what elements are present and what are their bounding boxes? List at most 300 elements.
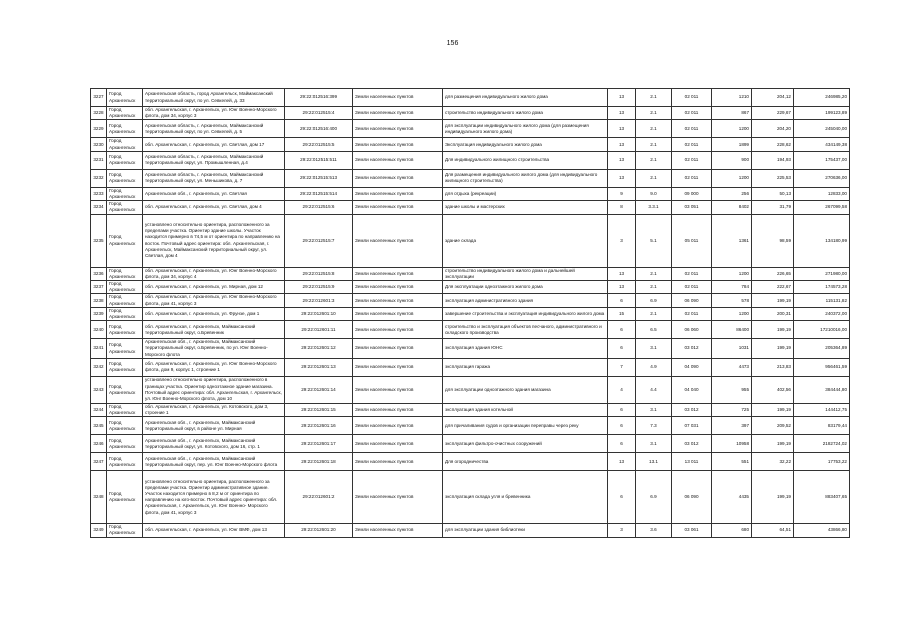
row-code: 13 — [608, 267, 636, 280]
row-group: 5.1 — [636, 214, 672, 267]
row-cadastral-number: 29:22:012601:17 — [285, 435, 353, 453]
row-group: 2.1 — [636, 151, 672, 169]
row-id: 3245 — [91, 417, 107, 435]
row-address: обл. Архангельская, г. Архангельск, ул. Светлая, дом 17 — [143, 138, 285, 151]
row-permitted-use: для эксплуатации одноэтажного здания магазина — [443, 376, 608, 403]
row-permitted-use: эксплуатация здания котельной — [443, 403, 608, 416]
row-code: 8 — [608, 201, 636, 214]
row-id: 3240 — [91, 321, 107, 339]
row-permitted-use: для причаливания судов и организации переправы через реку — [443, 417, 608, 435]
table-row — [91, 294, 850, 307]
row-land-category: Земли населенных пунктов — [353, 187, 443, 200]
row-cadastral-value: 240372,00 — [794, 307, 850, 320]
row-area: 4473 — [712, 358, 752, 376]
row-cadastral-value: 270636,00 — [794, 169, 850, 187]
row-id: 3239 — [91, 307, 107, 320]
row-code: 13 — [608, 120, 636, 138]
row-rate: 199,19 — [752, 321, 794, 339]
row-rate: 225,53 — [752, 169, 794, 187]
row-cadastral-number: 29:22:012515:7 — [285, 214, 353, 267]
row-land-category: Земли населенных пунктов — [353, 339, 443, 359]
table-row — [91, 169, 850, 187]
table-row — [91, 471, 850, 524]
row-land-category: Земли населенных пунктов — [353, 169, 443, 187]
row-cadastral-number: 29:22:012515:8 — [285, 267, 353, 280]
row-land-category: Земли населенных пунктов — [353, 120, 443, 138]
row-id: 3230 — [91, 138, 107, 151]
table-row — [91, 435, 850, 453]
row-cadastral-number: 29:22:012601:2 — [285, 471, 353, 524]
row-id: 3232 — [91, 169, 107, 187]
row-id: 3242 — [91, 358, 107, 376]
row-permitted-use: для размещения индивидуального жилого дома — [443, 89, 608, 107]
row-code: 4 — [608, 376, 636, 403]
row-address: Архангельская область, г. Архангельск, Маймаксанский территориальный округ, по ул. Севкелей, д. 5 — [143, 120, 285, 138]
row-rate: 199,19 — [752, 435, 794, 453]
row-area: 578 — [712, 294, 752, 307]
row-code: 13 — [608, 453, 636, 471]
row-cadastral-number: 29:22:012515:5 — [285, 138, 353, 151]
row-id: 3237 — [91, 281, 107, 294]
row-kind: 02 011 — [672, 169, 712, 187]
row-area: 1031 — [712, 339, 752, 359]
row-area: 4435 — [712, 471, 752, 524]
row-cadastral-number: 29:22:012601:16 — [285, 417, 353, 435]
row-id: 3227 — [91, 89, 107, 107]
row-cadastral-number: 29:22:012601:10 — [285, 307, 353, 320]
row-group: 3.1 — [636, 403, 672, 416]
row-land-category: Земли населенных пунктов — [353, 89, 443, 107]
row-kind: 02 011 — [672, 267, 712, 280]
row-city: Город Архангельск — [107, 307, 143, 320]
row-cadastral-number: 29:22:012601:18 — [285, 453, 353, 471]
row-permitted-use: эксплуатация склада угля и бревенника — [443, 471, 608, 524]
row-city: Город Архангельск — [107, 89, 143, 107]
table-row — [91, 321, 850, 339]
row-code: 6 — [608, 403, 636, 416]
row-cadastral-value: 246985,20 — [794, 89, 850, 107]
row-group: 6.5 — [636, 321, 672, 339]
row-id: 3229 — [91, 120, 107, 138]
row-area: 955 — [712, 376, 752, 403]
table-row — [91, 524, 850, 537]
row-kind: 02 011 — [672, 120, 712, 138]
row-city: Город Архангельск — [107, 107, 143, 120]
row-cadastral-number: 29:22:012601:11 — [285, 321, 353, 339]
row-kind: 02 011 — [672, 281, 712, 294]
row-id: 3233 — [91, 187, 107, 200]
row-permitted-use: эксплуатация гаража — [443, 358, 608, 376]
row-city: Город Архангельск — [107, 214, 143, 267]
row-cadastral-value: 2182724,02 — [794, 435, 850, 453]
row-group: 2.1 — [636, 169, 672, 187]
table-row — [91, 151, 850, 169]
row-kind: 02 011 — [672, 151, 712, 169]
row-land-category: Земли населенных пунктов — [353, 321, 443, 339]
row-id: 3235 — [91, 214, 107, 267]
table-row — [91, 403, 850, 416]
row-cadastral-number: 29:22:012601:15 — [285, 403, 353, 416]
row-address: Архангельская обл., г. Архангельск, ул. Светлая — [143, 187, 285, 200]
row-area: 397 — [712, 417, 752, 435]
row-address: обл. Архангельская, г. Архангельск, ул. Юнг Военно-Морского флота, дом 34, корпус 4 — [143, 267, 285, 280]
row-kind: 06 090 — [672, 471, 712, 524]
row-area: 1200 — [712, 267, 752, 280]
row-kind: 13 011 — [672, 453, 712, 471]
row-permitted-use: эксплуатация фильтро-очистных сооружений — [443, 435, 608, 453]
row-city: Город Архангельск — [107, 358, 143, 376]
row-permitted-use: для эксплуатации здания библиотеки — [443, 524, 608, 537]
row-area: 1361 — [712, 214, 752, 267]
row-cadastral-number: 29:22:012515:513 — [285, 169, 353, 187]
row-rate: 229,67 — [752, 107, 794, 120]
row-address: Архангельская область, г. Архангельск, Маймаксанский территориальный округ, ул. Промышленная, д.4 — [143, 151, 285, 169]
row-id: 3248 — [91, 471, 107, 524]
row-city: Город Архангельск — [107, 403, 143, 416]
row-rate: 204,20 — [752, 120, 794, 138]
row-area: 551 — [712, 453, 752, 471]
land-register-table — [90, 88, 850, 538]
row-city: Город Архангельск — [107, 201, 143, 214]
row-cadastral-number: 29:22:012516:399 — [285, 89, 353, 107]
row-area: 86400 — [712, 321, 752, 339]
row-code: 6 — [608, 417, 636, 435]
row-city: Город Архангельск — [107, 321, 143, 339]
row-group: 2.1 — [636, 138, 672, 151]
row-city: Город Архангельск — [107, 435, 143, 453]
row-group: 3.1 — [636, 339, 672, 359]
row-address: обл. Архангельская, г. Архангельск, ул. Светлая, дом 4 — [143, 201, 285, 214]
row-area: 1210 — [712, 89, 752, 107]
row-code: 13 — [608, 281, 636, 294]
row-permitted-use: здание школы и мастерских — [443, 201, 608, 214]
row-address: обл. Архангельская, г. Архангельск, ул. Фрунзе, дом 1 — [143, 307, 285, 320]
row-address: установлено относительно ориентира, расположенного за пределами участка. Ориентир административное здание. Участок находится примерно в 8,2 м от ориентира по направлению на юго-восток. Почтовый адрес ориентира: обл. Архангельская, г. Архангельск, ул. Юнг Военно- Морского флота, дом 41, корпус 3 — [143, 471, 285, 524]
row-rate: 199,19 — [752, 403, 794, 416]
row-group: 6.9 — [636, 471, 672, 524]
row-group: 3.3.1 — [636, 201, 672, 214]
table-row — [91, 107, 850, 120]
table-row — [91, 358, 850, 376]
row-cadastral-value: 174573,28 — [794, 281, 850, 294]
row-code: 13 — [608, 138, 636, 151]
row-address: Архангельская область, г. Архангельск, Маймаксанский территориальный округ, ул. Меньшикова, д. 7 — [143, 169, 285, 187]
row-permitted-use: для отдыха (рекреации) — [443, 187, 608, 200]
row-city: Город Архангельск — [107, 151, 143, 169]
row-area: 1200 — [712, 169, 752, 187]
row-area: 1200 — [712, 120, 752, 138]
row-rate: 31,79 — [752, 201, 794, 214]
row-permitted-use: Для эксплуатации одноэтажного жилого дома — [443, 281, 608, 294]
row-group: 2.1 — [636, 281, 672, 294]
row-area: 1200 — [712, 307, 752, 320]
row-group: 4.4 — [636, 376, 672, 403]
row-rate: 204,12 — [752, 89, 794, 107]
row-permitted-use: эксплуатация здания ЮНС — [443, 339, 608, 359]
row-address: обл. Архангельская, г. Архангельск, ул. Юнг Военно-Морского флота, дом 41, корпус 3 — [143, 294, 285, 307]
row-cadastral-value: 199123,89 — [794, 107, 850, 120]
row-city: Город Архангельск — [107, 524, 143, 537]
row-group: 7.3 — [636, 417, 672, 435]
row-code: 6 — [608, 294, 636, 307]
row-kind: 09 000 — [672, 187, 712, 200]
row-cadastral-number: 29:22:012515:511 — [285, 151, 353, 169]
row-city: Город Архангельск — [107, 120, 143, 138]
row-address: обл. Архангельская, г. Архангельск, ул. Мирная, дом 12 — [143, 281, 285, 294]
row-area: 256 — [712, 187, 752, 200]
table-row — [91, 89, 850, 107]
row-code: 3 — [608, 214, 636, 267]
row-address: Архангельская область, город Архангельск, Маймаксанский территориальный округ, по ул. Севкелей, д. 33 — [143, 89, 285, 107]
row-city: Город Архангельск — [107, 376, 143, 403]
row-cadastral-value: 83179,44 — [794, 417, 850, 435]
row-area: 1899 — [712, 138, 752, 151]
row-cadastral-number: 29:22:012601:3 — [285, 294, 353, 307]
row-kind: 02 011 — [672, 107, 712, 120]
row-land-category: Земли населенных пунктов — [353, 107, 443, 120]
row-rate: 64,51 — [752, 524, 794, 537]
row-kind: 02 011 — [672, 307, 712, 320]
row-land-category: Земли населенных пунктов — [353, 281, 443, 294]
row-id: 3247 — [91, 453, 107, 471]
table-row — [91, 376, 850, 403]
row-land-category: Земли населенных пунктов — [353, 376, 443, 403]
row-group: 6.9 — [636, 294, 672, 307]
row-land-category: Земли населенных пунктов — [353, 471, 443, 524]
row-area: 867 — [712, 107, 752, 120]
row-kind: 05 011 — [672, 214, 712, 267]
row-kind: 03 012 — [672, 435, 712, 453]
row-kind: 03 051 — [672, 201, 712, 214]
row-land-category: Земли населенных пунктов — [353, 403, 443, 416]
row-cadastral-value: 205364,89 — [794, 339, 850, 359]
table-row — [91, 138, 850, 151]
row-address: обл. Архангельская, г. Архангельск, ул. Юнг Военно-Морского флота, дом 9, корпус 1, строение 1 — [143, 358, 285, 376]
row-code: 6 — [608, 471, 636, 524]
row-area: 725 — [712, 403, 752, 416]
row-land-category: Земли населенных пунктов — [353, 435, 443, 453]
row-id: 3249 — [91, 524, 107, 537]
row-kind: 03 061 — [672, 524, 712, 537]
row-address: Архангельская обл., г. Архангельск, Маймаксанский территориальный округ, ул. Котовского, дом 16, стр. 1 — [143, 435, 285, 453]
row-rate: 50,13 — [752, 187, 794, 200]
row-cadastral-value: 384444,80 — [794, 376, 850, 403]
row-id: 3246 — [91, 435, 107, 453]
row-group: 2.1 — [636, 89, 672, 107]
row-kind: 06 090 — [672, 294, 712, 307]
row-id: 3231 — [91, 151, 107, 169]
row-rate: 209,52 — [752, 417, 794, 435]
row-cadastral-number: 29:22:012601:13 — [285, 358, 353, 376]
row-code: 15 — [608, 307, 636, 320]
row-address: Архангельская обл., г. Архангельск, Маймаксанский территориальный округ, в районе ул. Мирная — [143, 417, 285, 435]
row-land-category: Земли населенных пунктов — [353, 307, 443, 320]
row-cadastral-number: 29:22:012515:4 — [285, 107, 353, 120]
row-kind: 02 011 — [672, 89, 712, 107]
row-code: 13 — [608, 89, 636, 107]
row-kind: 03 012 — [672, 403, 712, 416]
row-address: обл. Архангельская, г. Архангельск, ул. Юнг Военно-Морского флота, дом 34, корпус 3 — [143, 107, 285, 120]
row-rate: 32,22 — [752, 453, 794, 471]
row-cadastral-value: 271980,00 — [794, 267, 850, 280]
row-city: Город Архангельск — [107, 417, 143, 435]
row-group: 9.0 — [636, 187, 672, 200]
row-code: 6 — [608, 321, 636, 339]
row-city: Город Архангельск — [107, 187, 143, 200]
row-cadastral-value: 134180,99 — [794, 214, 850, 267]
row-cadastral-value: 43866,80 — [794, 524, 850, 537]
row-group: 2.1 — [636, 107, 672, 120]
row-rate: 402,56 — [752, 376, 794, 403]
row-rate: 228,62 — [752, 138, 794, 151]
row-cadastral-value: 17753,22 — [794, 453, 850, 471]
row-area: 10958 — [712, 435, 752, 453]
row-cadastral-value: 245040,00 — [794, 120, 850, 138]
row-address: Архангельская обл., г. Архангельск, Маймаксанский территориальный округ, пер. ул. Юнг Военно-Морского флота — [143, 453, 285, 471]
row-rate: 98,59 — [752, 214, 794, 267]
row-city: Город Архангельск — [107, 281, 143, 294]
row-code: 13 — [608, 169, 636, 187]
row-id: 3228 — [91, 107, 107, 120]
table-row — [91, 417, 850, 435]
row-code: 6 — [608, 339, 636, 359]
row-cadastral-value: 883407,65 — [794, 471, 850, 524]
table-row — [91, 339, 850, 359]
row-group: 13.1 — [636, 453, 672, 471]
row-cadastral-value: 115131,82 — [794, 294, 850, 307]
row-permitted-use: Для индивидуального жилищного строительства — [443, 151, 608, 169]
row-rate: 194,93 — [752, 151, 794, 169]
row-permitted-use: здание склада — [443, 214, 608, 267]
row-id: 3238 — [91, 294, 107, 307]
row-cadastral-value: 175437,00 — [794, 151, 850, 169]
row-address: установлено относительно ориентира, расположенного за пределами участка. Ориентир здание школы. Участок находится примерно в 74,5 м от ориентира по направлению на восток. Почтовый адрес ориентира: обл. Архангельская, г. Архангельск, Маймаксанский территориальный округ, ул. Светлая, дом 4 — [143, 214, 285, 267]
row-kind: 06 060 — [672, 321, 712, 339]
row-land-category: Земли населенных пунктов — [353, 417, 443, 435]
row-permitted-use: эксплуатация административного здания — [443, 294, 608, 307]
table-row — [91, 281, 850, 294]
row-group: 3.1 — [636, 435, 672, 453]
row-cadastral-number: 29:22:012601:14 — [285, 376, 353, 403]
row-city: Город Архангельск — [107, 169, 143, 187]
row-land-category: Земли населенных пунктов — [353, 201, 443, 214]
row-rate: 213,83 — [752, 358, 794, 376]
row-code: 13 — [608, 107, 636, 120]
row-group: 3.6 — [636, 524, 672, 537]
table-row — [91, 214, 850, 267]
row-land-category: Земли населенных пунктов — [353, 151, 443, 169]
row-city: Город Архангельск — [107, 138, 143, 151]
row-land-category: Земли населенных пунктов — [353, 453, 443, 471]
row-address: установлено относительно ориентира, расположенного в границах участка. Ориентир одноэтажное здание магазина. Почтовый адрес ориентира: обл. Архангельская, г. Архангельск, ул. Юнг Военно-Морского флота, дом 10 — [143, 376, 285, 403]
row-address: Архангельская обл., г. Архангельск, Маймаксанский территориальный округ, о.Бревенник, по ул. Юнг Военно-Морского флота — [143, 339, 285, 359]
table-row — [91, 187, 850, 200]
row-group: 2.1 — [636, 307, 672, 320]
row-permitted-use: строительство и эксплуатация объектов песчаного, административного и складского производства — [443, 321, 608, 339]
row-group: 2.1 — [636, 120, 672, 138]
row-kind: 02 011 — [672, 138, 712, 151]
table-row — [91, 120, 850, 138]
page-number: 156 — [446, 40, 459, 47]
row-rate: 222,67 — [752, 281, 794, 294]
row-id: 3236 — [91, 267, 107, 280]
row-code: 3 — [608, 524, 636, 537]
row-rate: 200,31 — [752, 307, 794, 320]
table-row — [91, 201, 850, 214]
row-permitted-use: завершение строительства и эксплуатация индивидуального жилого дома — [443, 307, 608, 320]
row-id: 3241 — [91, 339, 107, 359]
row-id: 3244 — [91, 403, 107, 416]
row-cadastral-number: 29:22:012601:20 — [285, 524, 353, 537]
row-area: 900 — [712, 151, 752, 169]
row-land-category: Земли населенных пунктов — [353, 214, 443, 267]
row-city: Город Архангельск — [107, 339, 143, 359]
row-land-category: Земли населенных пунктов — [353, 138, 443, 151]
table-row — [91, 267, 850, 280]
row-id: 3243 — [91, 376, 107, 403]
row-land-category: Земли населенных пунктов — [353, 358, 443, 376]
row-kind: 04 090 — [672, 358, 712, 376]
table-row — [91, 307, 850, 320]
row-land-category: Земли населенных пунктов — [353, 524, 443, 537]
row-city: Город Архангельск — [107, 471, 143, 524]
row-cadastral-value: 956461,59 — [794, 358, 850, 376]
row-area: 784 — [712, 281, 752, 294]
row-group: 4.9 — [636, 358, 672, 376]
row-rate: 199,19 — [752, 471, 794, 524]
row-kind: 07 031 — [672, 417, 712, 435]
row-rate: 226,65 — [752, 267, 794, 280]
row-cadastral-number: 29:22:012601:12 — [285, 339, 353, 359]
row-rate: 199,19 — [752, 339, 794, 359]
row-code: 9 — [608, 187, 636, 200]
row-cadastral-number: 29:22:012515:9 — [285, 281, 353, 294]
row-permitted-use: Для огородничества — [443, 453, 608, 471]
row-cadastral-value: 17210016,00 — [794, 321, 850, 339]
row-land-category: Земли населенных пунктов — [353, 294, 443, 307]
row-code: 7 — [608, 358, 636, 376]
row-cadastral-number: 29:22:012515:514 — [285, 187, 353, 200]
row-area: 680 — [712, 524, 752, 537]
row-city: Город Архангельск — [107, 294, 143, 307]
row-cadastral-value: 267099,58 — [794, 201, 850, 214]
row-address: обл. Архангельская, г. Архангельск, Маймаксанский территориальный округ, о.Бревенник — [143, 321, 285, 339]
row-address: обл. Архангельская, г. Архангельск, ул. Юнг ВМФ, дом 13 — [143, 524, 285, 537]
row-city: Город Архангельск — [107, 453, 143, 471]
row-id: 3234 — [91, 201, 107, 214]
table-row — [91, 453, 850, 471]
row-cadastral-number: 29:22:012516:400 — [285, 120, 353, 138]
row-group: 2.1 — [636, 267, 672, 280]
row-area: 8402 — [712, 201, 752, 214]
row-code: 6 — [608, 435, 636, 453]
row-code: 13 — [608, 151, 636, 169]
row-permitted-use: строительство индивидуального жилого дома и дальнейшей эксплуатации — [443, 267, 608, 280]
row-rate: 199,19 — [752, 294, 794, 307]
row-cadastral-value: 144412,75 — [794, 403, 850, 416]
row-kind: 03 012 — [672, 339, 712, 359]
row-city: Город Архангельск — [107, 267, 143, 280]
row-land-category: Земли населенных пунктов — [353, 267, 443, 280]
row-permitted-use: строительство индивидуального жилого дома — [443, 107, 608, 120]
row-kind: 04 040 — [672, 376, 712, 403]
row-permitted-use: для эксплуатации индивидуального жилого дома (для размещения индивидуального жилого дома) — [443, 120, 608, 138]
row-permitted-use: Для размещения индивидуального жилого дома (для индивидуального жилищного строительства) — [443, 169, 608, 187]
row-cadastral-number: 29:22:012515:6 — [285, 201, 353, 214]
row-address: обл. Архангельская, г. Архангельск, ул. Котовского, дом 3, строение 1 — [143, 403, 285, 416]
row-cadastral-value: 12833,00 — [794, 187, 850, 200]
row-cadastral-value: 434149,38 — [794, 138, 850, 151]
